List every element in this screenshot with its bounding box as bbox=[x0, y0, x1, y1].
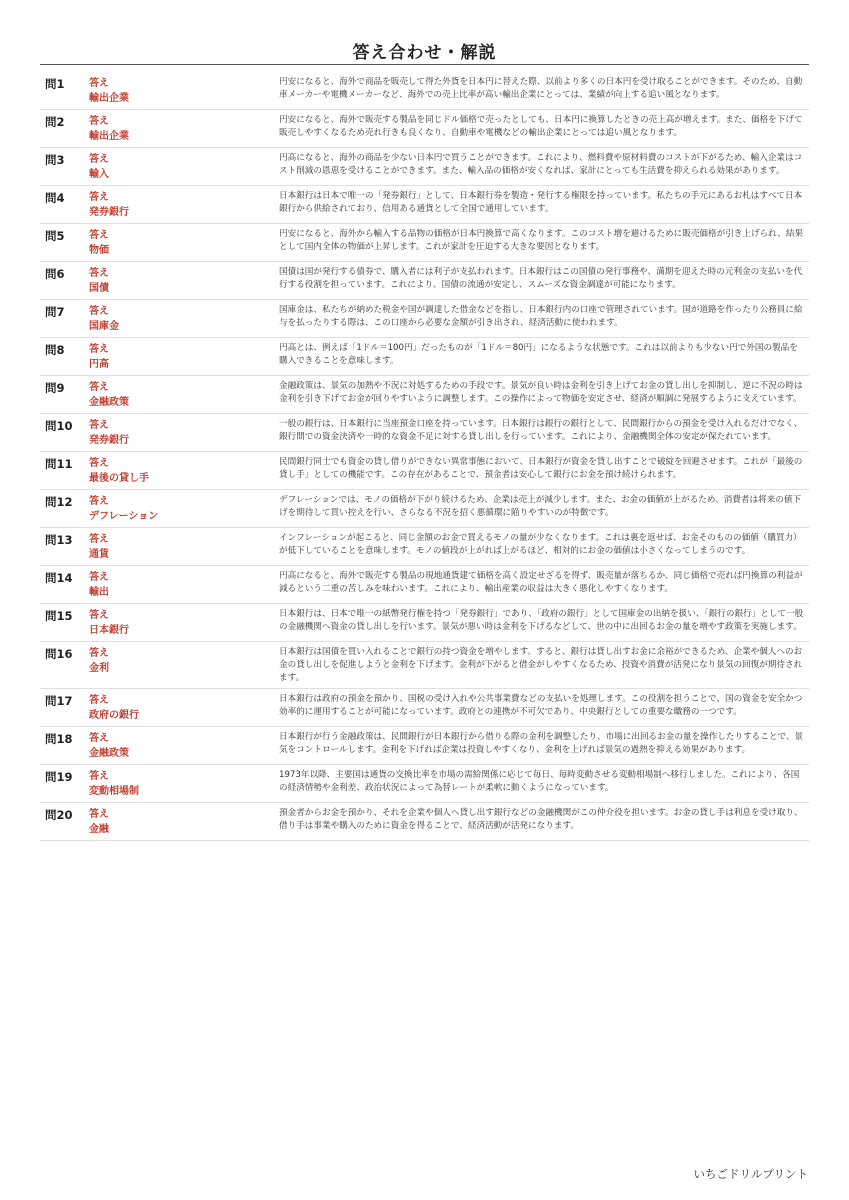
question-number: 問13 bbox=[45, 533, 73, 547]
explanation-text: 日本銀行は国債を買い入れることで銀行の持つ資金を増やします。すると、銀行は貸し出すお金に余裕ができるため、企業や個人へのお金の貸し出しを促進しようと金利を下げます。金利が下がると借金がしやすくなるため、投資や消費が活発になり景気の回復が期待されます。 bbox=[279, 647, 803, 683]
question-number: 問19 bbox=[45, 770, 73, 784]
explanation-text: 金融政策は、景気の加熱や不況に対処するための手段です。景気が良い時は金利を引き上げてお金の貸し出しを抑制し、逆に不況の時は金利を引き下げてお金が回りやすいように調整します。この操作によって物価を安定させ、経済が順調に発展するように支えています。 bbox=[279, 381, 803, 404]
answer-text: 変動相場制 bbox=[89, 786, 139, 797]
answer-text: 発券銀行 bbox=[89, 435, 129, 446]
answer-block bbox=[89, 342, 279, 372]
answer-label: 答え bbox=[89, 78, 109, 89]
answer-text: 日本銀行 bbox=[89, 625, 129, 636]
answer-text: 国債 bbox=[89, 283, 109, 294]
answer-row bbox=[40, 414, 809, 452]
answer-row bbox=[40, 110, 809, 148]
question-number: 問11 bbox=[45, 457, 73, 471]
answer-label: 答え bbox=[89, 382, 109, 393]
answer-text: 金融政策 bbox=[89, 748, 129, 759]
answer-text: 物価 bbox=[89, 245, 109, 256]
question-number: 問12 bbox=[45, 495, 73, 509]
question-number: 問4 bbox=[45, 191, 65, 205]
answer-row bbox=[40, 642, 809, 689]
question-number: 問5 bbox=[45, 229, 65, 243]
answer-label: 答え bbox=[89, 771, 109, 782]
answer-label: 答え bbox=[89, 572, 109, 583]
answer-row bbox=[40, 604, 809, 642]
answer-text: 発券銀行 bbox=[89, 207, 129, 218]
answer-label: 答え bbox=[89, 230, 109, 241]
answer-block bbox=[89, 152, 279, 182]
question-number: 問6 bbox=[45, 267, 65, 281]
answer-row bbox=[40, 186, 809, 224]
answer-block bbox=[89, 114, 279, 144]
answer-row bbox=[40, 148, 809, 186]
answer-block bbox=[89, 304, 279, 334]
explanation-text: 円高とは、例えば「1ドル＝100円」だったものが「1ドル＝80円」になるような状態です。これは以前よりも少ない円で外国の製品を購入できることを意味します。 bbox=[279, 343, 798, 366]
explanation-text: 日本銀行が行う金融政策は、民間銀行が日本銀行から借りる際の金利を調整したり、市場に出回るお金の量を操作したりすることで、景気をコントロールします。金利を下げれば企業は投資しやすくなり、金利を上げれば景気の過熱を抑える効果があります。 bbox=[279, 732, 804, 755]
answer-row bbox=[40, 490, 809, 528]
explanation-text: 民間銀行同士でも資金の貸し借りができない異常事態において、日本銀行が資金を貸し出すことで破綻を回避させます。これが「最後の貸し手」としての機能です。この存在があることで、預金者は安心して銀行にお金を預け続けられます。 bbox=[279, 457, 803, 480]
answer-row bbox=[40, 528, 809, 566]
question-number: 問15 bbox=[45, 609, 73, 623]
answer-block bbox=[89, 570, 279, 600]
explanation-text: 円安になると、海外で商品を販売して得た外貨を日本円に替えた際、以前より多くの日本円を受け取ることができます。そのため、自動車メーカーや電機メーカーなど、海外での売上比率が高い輸出企業にとっては、業績が向上する追い風となります。 bbox=[279, 77, 803, 100]
answer-label: 答え bbox=[89, 420, 109, 431]
answer-block bbox=[89, 228, 279, 258]
answer-label: 答え bbox=[89, 610, 109, 621]
page-title: 答え合わせ・解説 bbox=[352, 43, 497, 63]
answer-row bbox=[40, 689, 809, 727]
answer-text: 金融政策 bbox=[89, 397, 129, 408]
explanation-text: 日本銀行は政府の預金を預かり、国税の受け入れや公共事業費などの支払いを処理します。この役割を担うことで、国の資金を安全かつ効率的に運用することが可能になっています。政府との連携が不可欠であり、中央銀行としての重要な職務の一つです。 bbox=[279, 694, 803, 717]
question-number: 問14 bbox=[45, 571, 73, 585]
answer-label: 答え bbox=[89, 496, 109, 507]
answer-text: 輸出企業 bbox=[89, 131, 129, 142]
explanation-text: 一般の銀行は、日本銀行に当座預金口座を持っています。日本銀行は銀行の銀行として、民間銀行からの預金を受け入れるだけでなく、銀行間での資金決済や一時的な資金不足に対する貸し出しを行っています。これにより、金融機関全体の安定が保たれています。 bbox=[279, 419, 803, 442]
answer-label: 答え bbox=[89, 733, 109, 744]
question-number: 問9 bbox=[45, 381, 65, 395]
answer-list bbox=[40, 72, 809, 841]
answer-label: 答え bbox=[89, 268, 109, 279]
answer-block bbox=[89, 418, 279, 448]
answer-label: 答え bbox=[89, 154, 109, 165]
answer-row bbox=[40, 727, 809, 765]
answer-text: 輸出 bbox=[89, 587, 109, 598]
answer-row bbox=[40, 765, 809, 803]
answer-label: 答え bbox=[89, 306, 109, 317]
answer-block bbox=[89, 266, 279, 296]
question-number: 問2 bbox=[45, 115, 65, 129]
answer-label: 答え bbox=[89, 192, 109, 203]
answer-block bbox=[89, 807, 279, 837]
answer-label: 答え bbox=[89, 534, 109, 545]
answer-block bbox=[89, 693, 279, 723]
answer-row bbox=[40, 452, 809, 490]
explanation-text: 円安になると、海外で販売する製品を同じドル価格で売ったとしても、日本円に換算したときの売上高が増えます。また、価格を下げて販売しやすくなるため売れ行きも良くなり、自動車や電機などの輸出企業にとっては追い風となります。 bbox=[279, 115, 803, 138]
answer-row bbox=[40, 338, 809, 376]
answer-block bbox=[89, 769, 279, 799]
answer-text: 通貨 bbox=[89, 549, 109, 560]
answer-label: 答え bbox=[89, 695, 109, 706]
answer-text: 輸入 bbox=[89, 169, 109, 180]
question-number: 問16 bbox=[45, 647, 73, 661]
answer-block bbox=[89, 456, 279, 486]
answer-row bbox=[40, 300, 809, 338]
answer-block bbox=[89, 646, 279, 676]
question-number: 問3 bbox=[45, 153, 65, 167]
question-number: 問8 bbox=[45, 343, 65, 357]
answer-text: 輸出企業 bbox=[89, 93, 129, 104]
answer-row bbox=[40, 566, 809, 604]
answer-text: 円高 bbox=[89, 359, 109, 370]
explanation-text: 円安になると、海外から輸入する品物の価格が日本円換算で高くなります。このコスト増を避けるために販売価格が引き上げられ、結果として国内全体の物価が上昇します。これが家計を圧迫する大きな要因となります。 bbox=[279, 229, 804, 252]
answer-text: 政府の銀行 bbox=[89, 710, 139, 721]
answer-text: 金利 bbox=[89, 663, 109, 674]
question-number: 問20 bbox=[45, 808, 73, 822]
explanation-text: デフレーションでは、モノの価格が下がり続けるため、企業は売上が減少します。また、お金の価値が上がるため、消費者は将来の値下げを期待して買い控えを行い、さらなる不況を招く悪循環に陥りやすいのが特徴です。 bbox=[279, 495, 802, 518]
explanation-text: 日本銀行は、日本で唯一の紙幣発行権を持つ「発券銀行」であり、「政府の銀行」として国庫金の出納を扱い、「銀行の銀行」として一般の金融機関へ資金の貸し出しを行います。景気が悪い時は金利を下げるなどして、世の中に出回るお金の量を増やす政策を実施します。 bbox=[279, 609, 804, 632]
question-number: 問10 bbox=[45, 419, 73, 433]
answer-text: 金融 bbox=[89, 824, 109, 835]
question-number: 問17 bbox=[45, 694, 73, 708]
answer-block bbox=[89, 532, 279, 562]
answer-text: デフレーション bbox=[89, 511, 159, 522]
answer-block bbox=[89, 731, 279, 761]
explanation-text: 円高になると、海外で販売する製品の現地通貨建て価格を高く設定せざるを得ず、販売量が落ちるか、同じ価格で売れば円換算の利益が減るという二重の苦しみを味わいます。これにより、輸出産業の収益は大きく悪化しやすくなります。 bbox=[279, 571, 803, 594]
answer-row bbox=[40, 803, 809, 841]
title-divider bbox=[40, 64, 809, 65]
answer-row bbox=[40, 224, 809, 262]
answer-text: 最後の貸し手 bbox=[89, 473, 149, 484]
answer-text: 国庫金 bbox=[89, 321, 119, 332]
answer-label: 答え bbox=[89, 458, 109, 469]
answer-block bbox=[89, 380, 279, 410]
explanation-text: 日本銀行は日本で唯一の「発券銀行」として、日本銀行券を製造・発行する権限を持っています。私たちの手元にあるお札はすべて日本銀行から供給されており、信用ある通貨として全国で通用しています。 bbox=[279, 191, 803, 214]
question-number: 問18 bbox=[45, 732, 73, 746]
answer-block bbox=[89, 608, 279, 638]
explanation-text: インフレーションが起こると、同じ金額のお金で買えるモノの量が少なくなります。これは裏を返せば、お金そのものの価値（購買力）が低下していることを意味します。モノの値段が上がれば上がるほど、相対的にお金の価値は小さくなってしまうのです。 bbox=[279, 533, 802, 556]
question-number: 問7 bbox=[45, 305, 65, 319]
answer-block bbox=[89, 76, 279, 106]
answer-row bbox=[40, 72, 809, 110]
explanation-text: 預金者からお金を預かり、それを企業や個人へ貸し出す銀行などの金融機関がこの仲介役を担います。お金の貸し手は利息を受け取り、借り手は事業や購入のために資金を得ることで、経済活動が活発になります。 bbox=[279, 808, 803, 831]
answer-label: 答え bbox=[89, 344, 109, 355]
answer-row bbox=[40, 262, 809, 300]
explanation-text: 1973年以降、主要国は通貨の交換比率を市場の需給関係に応じて毎日、毎時変動させる変動相場制へ移行しました。これにより、各国の経済情勢や金利差、政治状況によって為替レートが柔軟に動くようになっています。 bbox=[279, 770, 800, 793]
answer-block bbox=[89, 190, 279, 220]
explanation-text: 国庫金は、私たちが納めた税金や国が調達した借金などを指し、日本銀行内の口座で管理されています。国が道路を作ったり公務員に給与を払ったりする際は、この口座から必要な金額が引き出され、経済活動に使われます。 bbox=[279, 305, 803, 328]
answer-label: 答え bbox=[89, 116, 109, 127]
explanation-text: 円高になると、海外の商品を少ない日本円で買うことができます。これにより、燃料費や原材料費のコストが下がるため、輸入企業はコスト削減の恩恵を受けることができます。また、輸入品の価格が安くなれば、家計にとっても生活費を抑えられる効果があります。 bbox=[279, 153, 803, 176]
explanation-text: 国債は国が発行する債券で、購入者には利子が支払われます。日本銀行はこの国債の発行事務や、満期を迎えた時の元利金の支払いを代行する役割を担っています。これにより、国債の流通が安定し、スムーズな資金調達が可能になります。 bbox=[279, 267, 803, 290]
footer-brand: いちごドリルプリント bbox=[693, 1167, 808, 1181]
answer-label: 答え bbox=[89, 809, 109, 820]
answer-label: 答え bbox=[89, 648, 109, 659]
answer-row bbox=[40, 376, 809, 414]
answer-block bbox=[89, 494, 279, 524]
question-number: 問1 bbox=[45, 77, 65, 91]
